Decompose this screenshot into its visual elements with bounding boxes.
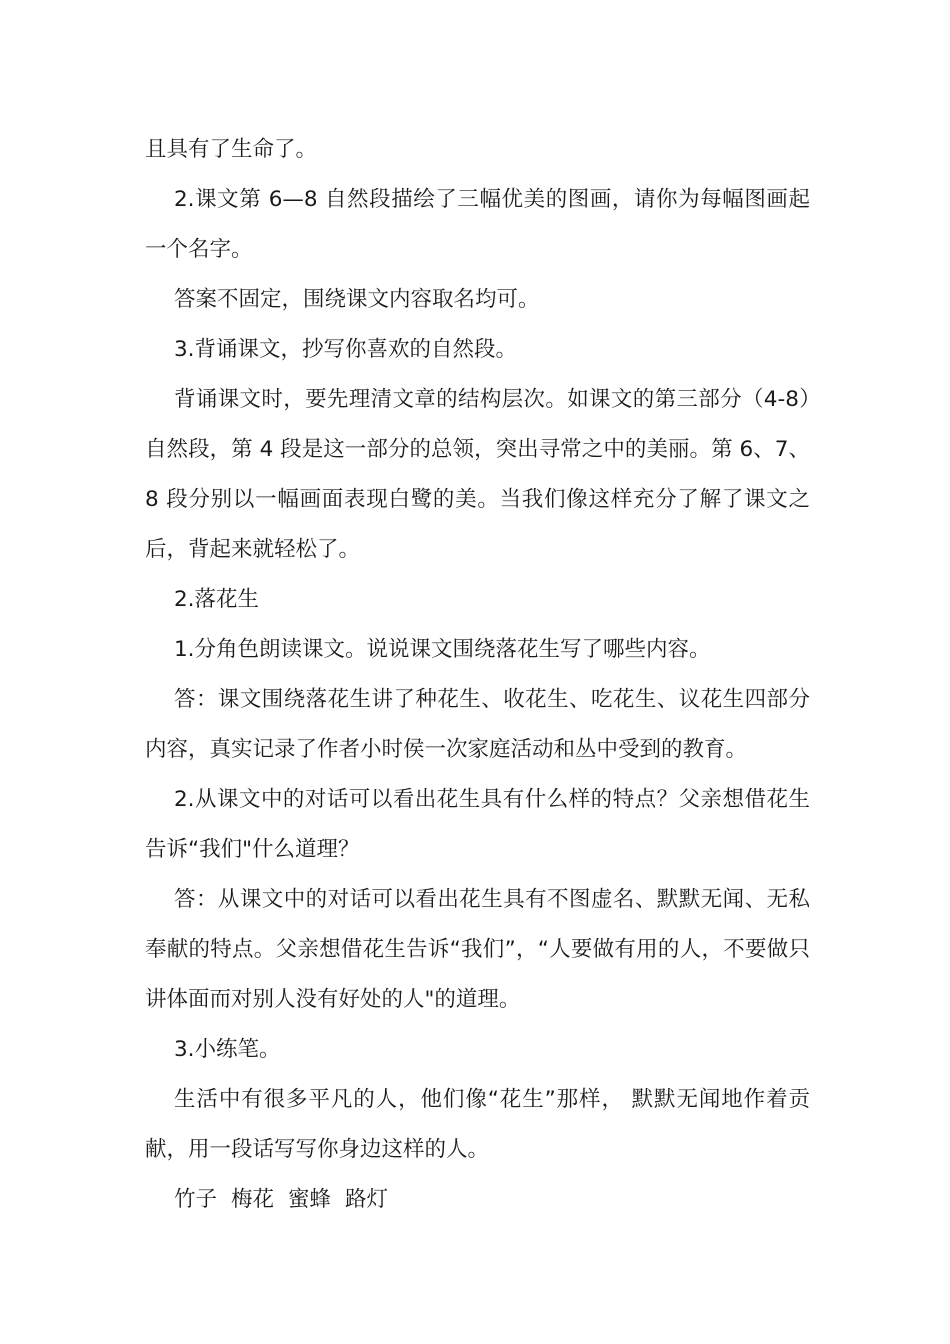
answer-1: 答：课文围绕落花生讲了种花生、收花生、吃花生、议花生四部分内容，真实记录了作者小时侯一次家庭活动和丛中受到的教育。 — [145, 687, 810, 762]
question-2-image-names: 2.课文第 6—8 自然段描绘了三幅优美的图画，请你为每幅图画起一个名字。 — [145, 187, 810, 262]
paragraph-continuation: 且具有了生命了。 — [145, 137, 318, 162]
term-item: 路灯 — [345, 1187, 389, 1212]
term-item: 竹子 — [174, 1187, 218, 1212]
answer-2: 答案不固定，围绕课文内容取名均可。 — [174, 287, 540, 312]
question-1-roles: 1.分角色朗读课文。说说课文围绕落花生写了哪些内容。 — [174, 637, 711, 662]
term-list — [145, 1175, 810, 1225]
document-body — [145, 125, 810, 1225]
question-3-recite: 3.背诵课文，抄写你喜欢的自然段。 — [174, 337, 518, 362]
answer-3: 背诵课文时，要先理清文章的结构层次。如课文的第三部分（4-8）自然段，第 4 段是这一部分的总领，突出寻常之中的美丽。第 6、7、8 段分别以一幅画面表现白鹭的美。当我们像这样充分了解了课文之后，背起来就轻松了。 — [145, 387, 810, 562]
lesson-title-luohuasheng: 2.落花生 — [174, 587, 260, 612]
term-item: 蜜蜂 — [288, 1187, 332, 1212]
answer-2-peanut-traits: 答：从课文中的对话可以看出花生具有不图虚名、默默无闻、无私奉献的特点。父亲想借花生告诉“我们”，“人要做有用的人，不要做只讲体面而对别人没有好处的人"的道理。 — [145, 887, 810, 1012]
question-3-practice: 3.小练笔。 — [174, 1037, 281, 1062]
term-item: 梅花 — [231, 1187, 275, 1212]
question-2-peanut-traits: 2.从课文中的对话可以看出花生具有什么样的特点？父亲想借花生告诉“我们"什么道理？ — [145, 787, 810, 862]
practice-prompt: 生活中有很多平凡的人，他们像“花生”那样， 默默无闻地作着贡献，用一段话写写你身边这样的人。 — [145, 1087, 810, 1162]
